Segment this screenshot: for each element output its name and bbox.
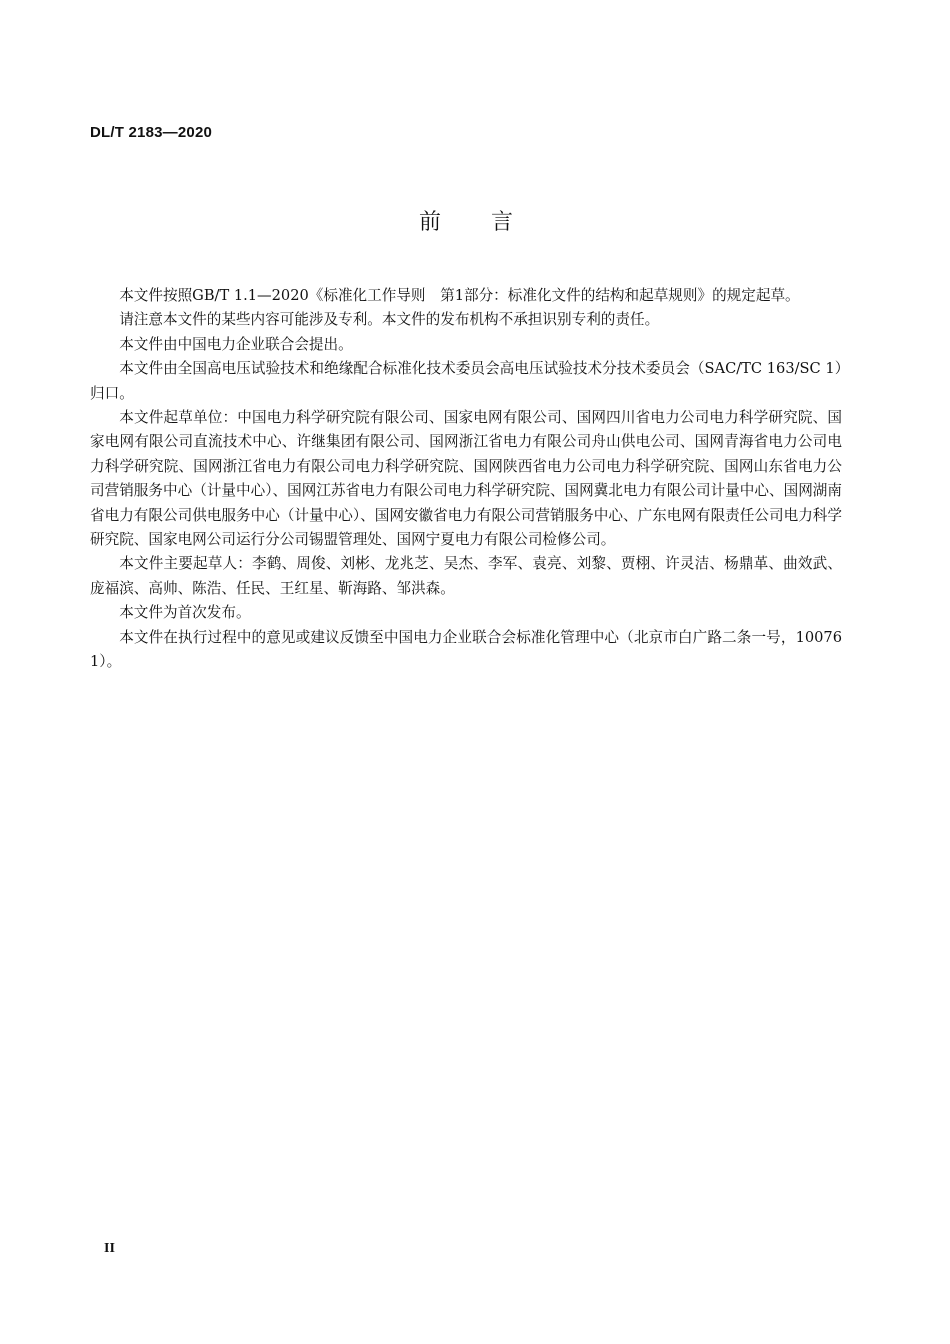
paragraph-drafting-units: 本文件起草单位：中国电力科学研究院有限公司、国家电网有限公司、国网四川省电力公司电力科学研究院、国家电网有限公司直流技术中心、许继集团有限公司、国网浙江省电力有限公司舟山供电公司、国网青海省电力公司电力科学研究院、国网浙江省电力有限公司电力科学研究院、国网陕西省电力公司电力科学研究院、国网山东省电力公司营销服务中心（计量中心）、国网江苏省电力有限公司电力科学研究院、国网冀北电力有限公司计量中心、国网湖南省电力有限公司供电服务中心（计量中心）、国网安徽省电力有限公司营销服务中心、广东电网有限责任公司电力科学研究院、国家电网公司运行分公司锡盟管理处、国网宁夏电力有限公司检修公司。 <box>90 409 842 549</box>
paragraph-drafters: 本文件主要起草人：李鹤、周俊、刘彬、龙兆芝、吴杰、李军、袁亮、刘黎、贾栩、许灵洁、杨鼎革、曲效武、庞福滨、高帅、陈浩、任民、王红星、靳海路、邹洪森。 <box>90 555 842 597</box>
foreword-body <box>90 284 842 675</box>
paragraph-proposer: 本文件由中国电力企业联合会提出。 <box>119 335 353 353</box>
page-number: II <box>104 1241 115 1256</box>
paragraph-feedback: 本文件在执行过程中的意见或建议反馈至中国电力企业联合会标准化管理中心（北京市白广路二条一号，100761）。 <box>90 628 842 671</box>
page-title: 前言 <box>418 210 563 235</box>
standard-code: DL/T 2183—2020 <box>90 124 213 141</box>
paragraph-first-release: 本文件为首次发布。 <box>119 604 251 622</box>
paragraph-drafting-rules: 本文件按照GB/T 1.1—2020《标准化工作导则 第1部分：标准化文件的结构和起草规则》的规定起草。 <box>119 287 800 304</box>
paragraph-committee: 本文件由全国高电压试验技术和绝缘配合标准化技术委员会高电压试验技术分技术委员会（SAC/TC 163/SC 1）归口。 <box>90 360 842 402</box>
paragraph-patent-notice: 请注意本文件的某些内容可能涉及专利。本文件的发布机构不承担识别专利的责任。 <box>119 311 660 329</box>
